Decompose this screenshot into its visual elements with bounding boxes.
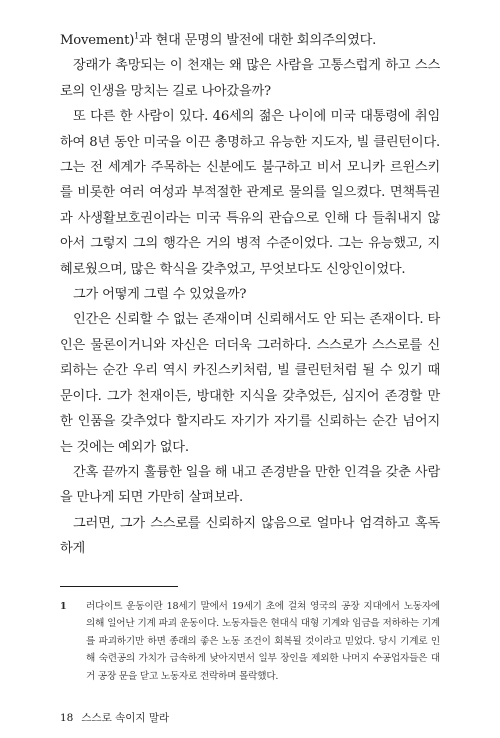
footnote-reference[interactable]: 1 (134, 31, 140, 41)
footnote-number: 1 (60, 601, 67, 612)
footnote-text: 러다이트 운동이란 18세기 말에서 19세기 초에 걸쳐 영국의 공장 지대에서 노동자에 의해 일어난 기계 파괴 운동이다. 노동자들은 현대식 대형 기계와 임금을 저하하는 기계를 파괴하기만 하면 종래의 좋은 노동 조건이 회복될 것이라고 믿었다. 당시 기계로 인해 숙련공의 가치가 급속하게 낮아지면서 일부 장인을 제외한 나머지 수공업자들은 대거 공장 문을 닫고 노동자로 전락하며 몰락했다. (86, 601, 440, 682)
paragraph-7: 그러면, 그가 스스로를 신뢰하지 않음으로 얼마나 엄격하고 혹독하게 (60, 515, 440, 557)
page-number: 18 (60, 712, 74, 724)
paragraph-2: 장래가 촉망되는 이 천재는 왜 많은 사람을 고통스럽게 하고 스스로의 인생을 망치는 길로 나아갔을까? (60, 58, 440, 99)
running-title: 스스로 속이지 말라 (81, 712, 170, 724)
paragraph-5: 인간은 신뢰할 수 없는 존재이며 신뢰해서도 안 되는 존재이다. 타인은 물론이거니와 자신은 더더욱 그러하다. 스스로가 스스로를 신뢰하는 순간 우리 역시 카진스키처럼, 빌 클린턴처럼 될 수 있기 때문이다. 그가 천재이든, 방대한 지식을 갖추었든, 심지어 존경할 만한 인품을 갖추었다 할지라도 자기가 자기를 신뢰하는 순간 넘어지는 것에는 예외가 없다. (60, 312, 440, 455)
paragraph-1-end: 과 현대 문명의 발전에 대한 회의주의였다. (139, 33, 377, 48)
paragraph-3: 또 다른 한 사람이 있다. 46세의 젊은 나이에 미국 대통령에 취임하여 8년 동안 미국을 이끈 총명하고 유능한 지도자, 빌 클린턴이다. 그는 전 세계가 주목하는 신분에도 불구하고 비서 모니카 르윈스키를 비롯한 여러 여성과 부적절한 관계로 물의를 일으켰다. 면책특권과 사생활보호권이라는 미국 특유의 관습으로 인해 다 들춰내지 않아서 그렇지 그의 행각은 거의 병적 수준이었다. 그는 유능했고, 지혜로웠으며, 많은 학식을 갖추었고, 무엇보다도 신앙인이었다. (60, 109, 440, 277)
footnote (60, 598, 440, 685)
body-text (60, 28, 440, 562)
paragraph-6: 간혹 끝까지 훌륭한 일을 해 내고 존경받을 만한 인격을 갖춘 사람을 만나게 되면 가만히 살펴보라. (60, 464, 440, 506)
paragraph-4: 그가 어떻게 그럴 수 있었을까? (73, 287, 247, 303)
page-footer (60, 710, 169, 725)
paragraph-1-start: Movement) (60, 33, 135, 48)
paragraph-1 (60, 28, 440, 53)
footnote-divider (60, 586, 178, 587)
